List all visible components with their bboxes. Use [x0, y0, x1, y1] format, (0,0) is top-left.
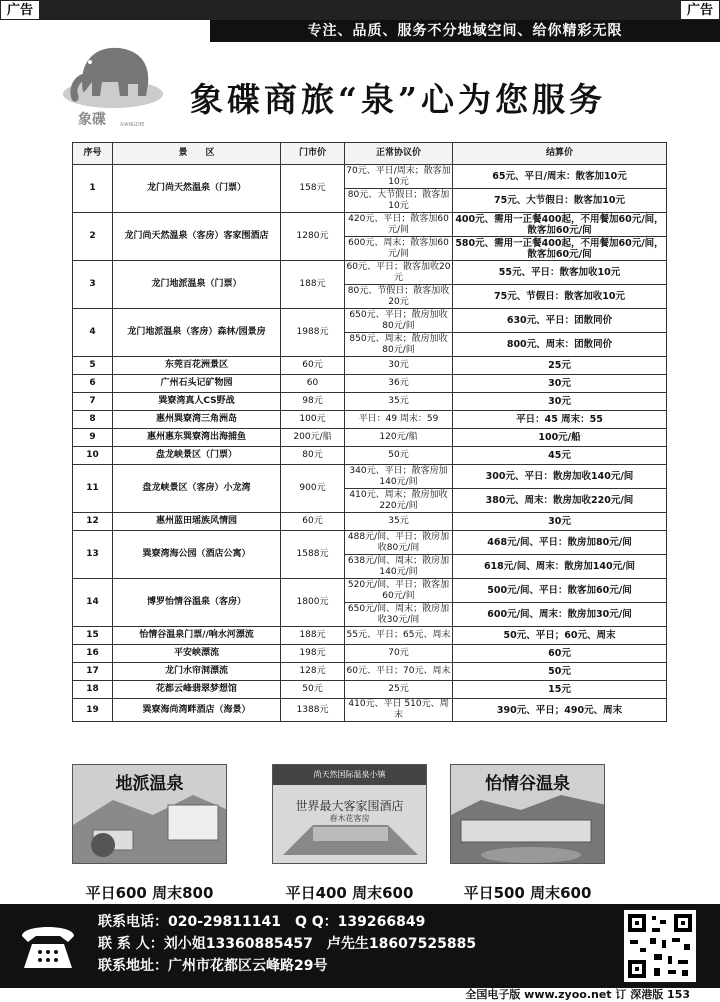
page-headline: 象碟商旅“泉”心为您服务 — [190, 80, 606, 119]
retail-price-cell: 1280元 — [281, 213, 345, 261]
scenic-name-cell: 盘龙峡景区（客房）小龙湾 — [113, 465, 281, 513]
row-number-cell: 6 — [73, 375, 113, 393]
settlement-price-cell: 800元、周末：团散同价 — [453, 333, 667, 357]
settlement-price-cell: 380元、周末：散房加收220元/间 — [453, 489, 667, 513]
retail-price-cell: 60 — [281, 375, 345, 393]
scenic-name-cell: 龙门地派温泉（客房）森林/园景房 — [113, 309, 281, 357]
agreement-price-cell: 30元 — [345, 357, 453, 375]
settlement-price-cell: 45元 — [453, 447, 667, 465]
agreement-price-cell: 35元 — [345, 513, 453, 531]
row-number-cell: 7 — [73, 393, 113, 411]
qr-code — [624, 910, 696, 982]
header-cell: 正常协议价 — [345, 143, 453, 165]
retail-price-cell: 1800元 — [281, 579, 345, 627]
photo-title: 世界最大客家围酒店 — [295, 799, 404, 813]
table-row — [73, 357, 667, 375]
scenic-name-cell: 巽寮湾真人CS野战 — [113, 393, 281, 411]
agreement-price-cell: 25元 — [345, 681, 453, 699]
slogan-bar: 专注、品质、服务不分地域空间、给你精彩无限 — [210, 20, 720, 42]
scenic-name-cell: 东莞百花洲景区 — [113, 357, 281, 375]
contact-phone: 联系电话：020-29811141 Q Q：139266849 — [98, 914, 426, 930]
scenic-name-cell: 惠州巽寮湾三角洲岛 — [113, 411, 281, 429]
scenic-name-cell: 惠州蓝田瑶族风情园 — [113, 513, 281, 531]
scenic-name-cell: 龙门尚天然温泉（客房）客家围酒店 — [113, 213, 281, 261]
scenic-name-cell: 花都云峰翡翠梦想馆 — [113, 681, 281, 699]
settlement-price-cell: 400元、需用一正餐400起，不用餐加60元/间，散客加60元/间 — [453, 213, 667, 237]
retail-price-cell: 98元 — [281, 393, 345, 411]
row-number-cell: 10 — [73, 447, 113, 465]
settlement-price-cell: 75元、大节假日：散客加10元 — [453, 189, 667, 213]
row-number-cell: 18 — [73, 681, 113, 699]
settlement-price-cell: 50元、平日；60元、周末 — [453, 627, 667, 645]
agreement-price-cell: 120元/船 — [345, 429, 453, 447]
elephant-icon — [58, 34, 168, 129]
header-cell: 结算价 — [453, 143, 667, 165]
agreement-price-cell: 55元、平日；65元、周末 — [345, 627, 453, 645]
photo-yiqinggu — [450, 764, 605, 864]
row-number-cell: 4 — [73, 309, 113, 357]
settlement-price-cell: 30元 — [453, 375, 667, 393]
settlement-price-cell: 15元 — [453, 681, 667, 699]
photo-price: 平日600 周末800 — [85, 884, 214, 902]
row-number-cell: 11 — [73, 465, 113, 513]
table-row — [73, 309, 667, 333]
top-bar — [0, 0, 720, 20]
scenic-name-cell: 惠州惠东巽寮湾出海捕鱼 — [113, 429, 281, 447]
svg-text:象碟: 象碟 — [78, 112, 106, 128]
agreement-price-cell: 35元 — [345, 393, 453, 411]
retail-price-cell: 188元 — [281, 261, 345, 309]
scenic-name-cell: 广州石头记矿物园 — [113, 375, 281, 393]
table-row — [73, 429, 667, 447]
table-row — [73, 375, 667, 393]
table-row — [73, 411, 667, 429]
scenic-name-cell: 巽寮海尚湾畔酒店（海景） — [113, 699, 281, 722]
agreement-price-cell: 410元、周末；散房加收220元/间 — [345, 489, 453, 513]
row-number-cell: 1 — [73, 165, 113, 213]
table-row — [73, 393, 667, 411]
retail-price-cell: 1988元 — [281, 309, 345, 357]
ad-label-left: 广告 — [0, 0, 40, 20]
agreement-price-cell: 638元/间、周末；散房加140元/间 — [345, 555, 453, 579]
agreement-price-cell: 80元、大节假日；散客加10元 — [345, 189, 453, 213]
row-number-cell: 8 — [73, 411, 113, 429]
agreement-price-cell: 650元、平日；散房加收80元/间 — [345, 309, 453, 333]
retail-price-cell: 198元 — [281, 645, 345, 663]
row-number-cell: 16 — [73, 645, 113, 663]
agreement-price-cell: 平日：49 周末：59 — [345, 411, 453, 429]
price-table — [72, 142, 667, 722]
settlement-price-cell: 630元、平日：团散同价 — [453, 309, 667, 333]
row-number-cell: 13 — [73, 531, 113, 579]
page-footer — [0, 988, 720, 1000]
scenic-name-cell: 巽寮湾海公园（酒店公寓） — [113, 531, 281, 579]
agreement-price-cell: 520元/间、平日；散客加60元/间 — [345, 579, 453, 603]
ad-label-right: 广告 — [680, 0, 720, 20]
table-row — [73, 579, 667, 603]
retail-price-cell: 1388元 — [281, 699, 345, 722]
table-row — [73, 645, 667, 663]
agreement-price-cell: 850元、周末；散房加收80元/间 — [345, 333, 453, 357]
row-number-cell: 14 — [73, 579, 113, 627]
scenic-name-cell: 龙门地派温泉（门票） — [113, 261, 281, 309]
table-row — [73, 447, 667, 465]
telephone-icon — [18, 918, 78, 974]
header-cell: 景 区 — [113, 143, 281, 165]
settlement-price-cell: 390元、平日；490元、周末 — [453, 699, 667, 722]
settlement-price-cell: 100元/船 — [453, 429, 667, 447]
table-row — [73, 663, 667, 681]
photo-dipai — [72, 764, 227, 864]
photo-title: 地派温泉 — [115, 774, 184, 794]
table-row — [73, 681, 667, 699]
row-number-cell: 5 — [73, 357, 113, 375]
row-number-cell: 9 — [73, 429, 113, 447]
retail-price-cell: 50元 — [281, 681, 345, 699]
table-row — [73, 627, 667, 645]
settlement-price-cell: 75元、节假日：散客加收10元 — [453, 285, 667, 309]
retail-price-cell: 200元/船 — [281, 429, 345, 447]
agreement-price-cell: 80元、节假日；散客加收20元 — [345, 285, 453, 309]
table-row — [73, 465, 667, 489]
photo-caption: 春木花客房 — [329, 814, 370, 823]
scenic-name-cell: 龙门尚天然温泉（门票） — [113, 165, 281, 213]
settlement-price-cell: 30元 — [453, 393, 667, 411]
agreement-price-cell: 650元/间、周末；散房加收30元/间 — [345, 603, 453, 627]
retail-price-cell: 1588元 — [281, 531, 345, 579]
settlement-price-cell: 618元/间、周末：散房加140元/间 — [453, 555, 667, 579]
scenic-name-cell: 怡情谷温泉门票//响水河漂流 — [113, 627, 281, 645]
agreement-price-cell: 36元 — [345, 375, 453, 393]
agreement-price-cell: 340元、平日；散客房加140元/间 — [345, 465, 453, 489]
header-cell: 门市价 — [281, 143, 345, 165]
qr-code-icon — [624, 910, 696, 982]
retail-price-cell: 60元 — [281, 357, 345, 375]
settlement-price-cell: 500元/间、平日：散客加60元/间 — [453, 579, 667, 603]
scenic-name-cell: 龙门水帘洞漂流 — [113, 663, 281, 681]
agreement-price-cell: 60元、平日；70元、周末 — [345, 663, 453, 681]
photo-subtitle: 尚天然国际温泉小镇 — [313, 770, 386, 779]
settlement-price-cell: 600元/间、周末：散房加30元/间 — [453, 603, 667, 627]
row-number-cell: 2 — [73, 213, 113, 261]
retail-price-cell: 900元 — [281, 465, 345, 513]
agreement-price-cell: 60元、平日；散客加收20元 — [345, 261, 453, 285]
contact-address: 联系地址：广州市花都区云峰路29号 — [98, 958, 328, 974]
contact-person: 联 系 人：刘小姐13360885457 卢先生18607525885 — [98, 936, 477, 952]
header-cell: 序号 — [73, 143, 113, 165]
settlement-price-cell: 60元 — [453, 645, 667, 663]
elephant-logo — [58, 34, 168, 129]
retail-price-cell: 100元 — [281, 411, 345, 429]
row-number-cell: 19 — [73, 699, 113, 722]
table-row — [73, 531, 667, 555]
table-row — [73, 513, 667, 531]
photo-price: 平日500 周末600 — [463, 884, 592, 902]
settlement-price-cell: 55元、平日：散客加收10元 — [453, 261, 667, 285]
photo-price: 平日400 周末600 — [285, 884, 414, 902]
settlement-price-cell: 65元、平日/周末：散客加10元 — [453, 165, 667, 189]
table-row — [73, 213, 667, 237]
settlement-price-cell: 平日：45 周末：55 — [453, 411, 667, 429]
scenic-name-cell: 盘龙峡景区（门票） — [113, 447, 281, 465]
agreement-price-cell: 70元、平日/周末；散客加10元 — [346, 165, 451, 187]
table-row — [73, 165, 667, 189]
agreement-price-cell: 50元 — [345, 447, 453, 465]
footer-text: 全国电子版 www.zyoo.net 订 深港版 153 — [465, 988, 690, 1001]
retail-price-cell: 188元 — [281, 627, 345, 645]
agreement-price-cell: 420元、平日；散客加60元/间 — [345, 213, 453, 237]
table-row — [73, 699, 667, 722]
svg-text:XIANGDIE: XIANGDIE — [120, 122, 145, 128]
settlement-price-cell: 30元 — [453, 513, 667, 531]
retail-price-cell: 158元 — [281, 165, 345, 213]
row-number-cell: 17 — [73, 663, 113, 681]
scenic-name-cell: 平安峡漂流 — [113, 645, 281, 663]
row-number-cell: 12 — [73, 513, 113, 531]
agreement-price-cell: 488元/间、平日；散房加收80元/间 — [345, 531, 453, 555]
settlement-price-cell: 25元 — [453, 357, 667, 375]
settlement-price-cell: 468元/间、平日：散房加80元/间 — [453, 531, 667, 555]
table-row — [73, 261, 667, 285]
retail-price-cell: 128元 — [281, 663, 345, 681]
contact-panel — [0, 904, 720, 988]
photo-strip — [0, 764, 720, 904]
row-number-cell: 15 — [73, 627, 113, 645]
retail-price-cell: 60元 — [281, 513, 345, 531]
agreement-price-cell: 600元、周末；散客加60元/间 — [345, 237, 453, 261]
settlement-price-cell: 300元、平日：散房加收140元/间 — [453, 465, 667, 489]
photo-hakka — [272, 764, 427, 864]
agreement-price-cell: 410元、平日 510元、周末 — [345, 699, 453, 722]
photo-title: 怡情谷温泉 — [485, 774, 570, 794]
agreement-price-cell: 70元 — [345, 645, 453, 663]
scenic-name-cell: 博罗怡情谷温泉（客房） — [113, 579, 281, 627]
retail-price-cell: 80元 — [281, 447, 345, 465]
settlement-price-cell: 580元、需用一正餐400起，不用餐加60元/间，散客加60元/间 — [453, 237, 667, 261]
row-number-cell: 3 — [73, 261, 113, 309]
settlement-price-cell: 50元 — [453, 663, 667, 681]
table-header-row — [73, 143, 667, 165]
